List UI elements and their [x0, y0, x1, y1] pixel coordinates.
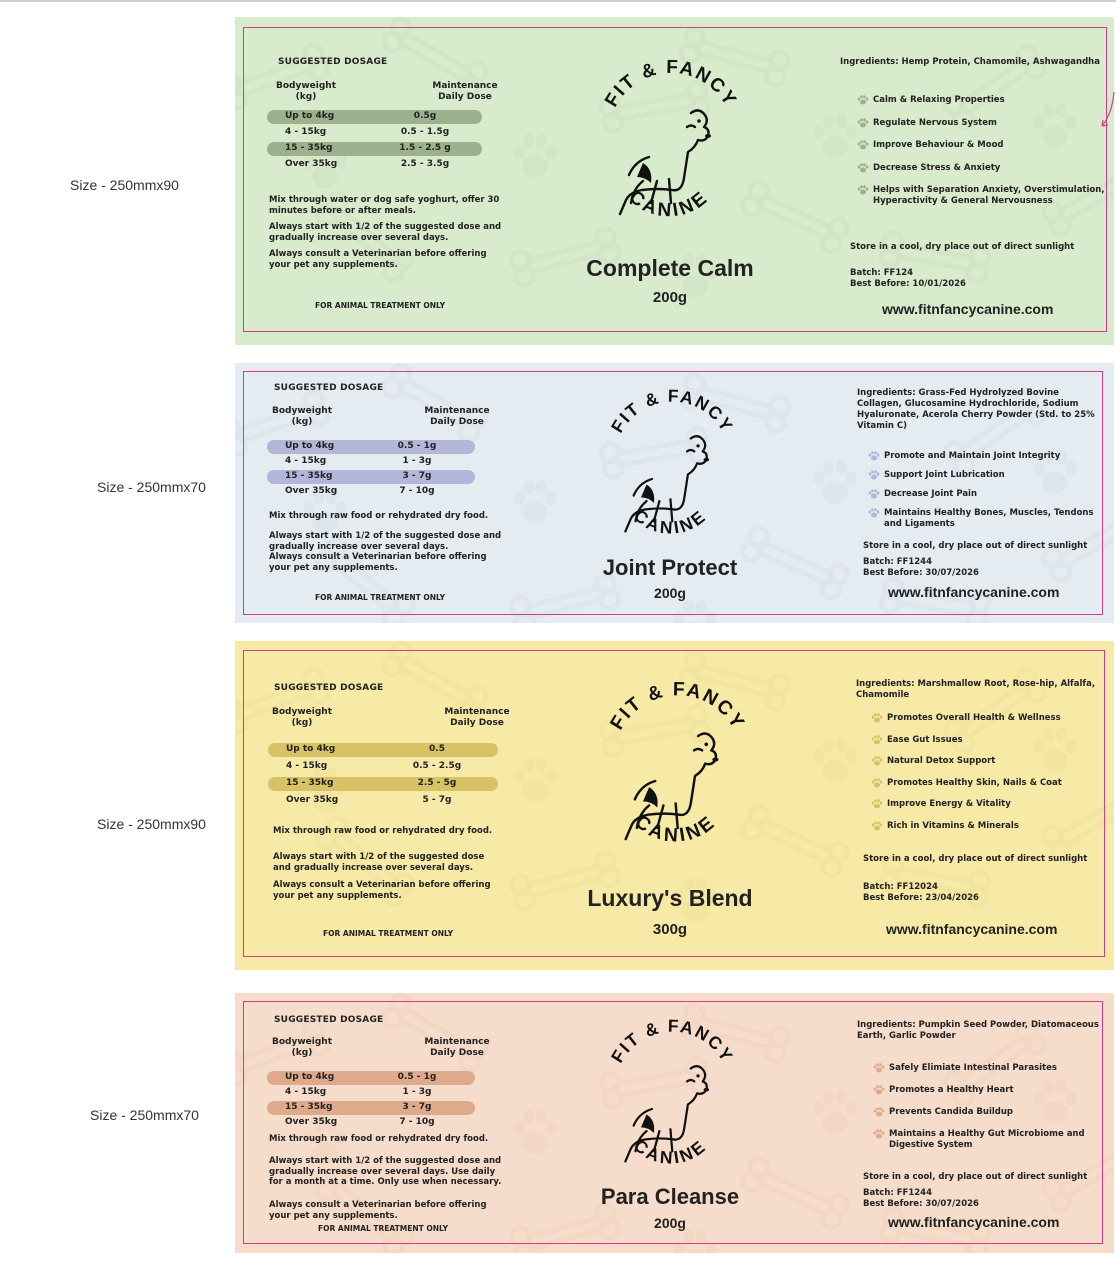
dose-value: 7 - 10g	[399, 1117, 435, 1127]
brand-logo	[592, 679, 755, 856]
benefit-text: Natural Detox Support	[887, 756, 996, 766]
dose-value: 2.5 - 5g	[417, 778, 457, 788]
dosage-row	[267, 1086, 475, 1100]
product-weight: 200g	[652, 289, 688, 306]
dose-value: 0.5g	[413, 111, 437, 121]
usage-note: Always start with 1/2 of the suggested dose and gradually increase over several days.	[273, 852, 485, 873]
dose-header: Maintenance Daily Dose	[444, 707, 510, 728]
brand-name-top: FIT & FANCY	[606, 1017, 738, 1067]
brand-name-top: FIT & FANCY	[606, 387, 738, 437]
dosage-row	[267, 455, 475, 469]
dosage-row	[267, 1101, 475, 1115]
dosage-row	[267, 470, 475, 484]
animal-treatment-note: FOR ANIMAL TREATMENT ONLY	[315, 301, 446, 310]
usage-note: Mix through raw food or rehydrated dry food.	[273, 826, 493, 836]
website-link[interactable]: www.fitnfancycanine.com	[888, 1214, 1060, 1230]
benefit-text: Improve Energy & Vitality	[887, 799, 1011, 809]
ingredients: Ingredients: Marshmallow Root, Rose-hip, Alfalfa, Chamomile	[856, 679, 1096, 700]
bodyweight-value: 4 - 15kg	[285, 127, 327, 137]
pointer-arrow	[1098, 88, 1116, 134]
ingredients: Ingredients: Hemp Protein, Chamomile, Ashwagandha	[840, 57, 1100, 67]
usage-note: Mix through water or dog safe yoghurt, offer 30 minutes before or after meals.	[269, 195, 500, 216]
bodyweight-value: 4 - 15kg	[286, 761, 328, 771]
bodyweight-value: Over 35kg	[285, 159, 338, 169]
brand-name-bottom: CANINE	[630, 1135, 711, 1168]
product-name: Complete Calm	[586, 255, 754, 281]
dose-value: 5 - 7g	[422, 795, 452, 805]
dose-value: 1 - 3g	[402, 1087, 432, 1097]
product-weight: 300g	[652, 921, 688, 938]
dosage-row	[268, 743, 498, 757]
benefit-text: Decrease Stress & Anxiety	[873, 162, 1001, 173]
website-link[interactable]: www.fitnfancycanine.com	[888, 584, 1060, 600]
dose-value: 3 - 7g	[402, 471, 432, 481]
product-label	[235, 17, 1114, 345]
paw-icon	[857, 185, 869, 195]
size-label: Size - 250mmx90	[97, 816, 206, 832]
product-name: Joint Protect	[602, 555, 738, 580]
benefit-text: Maintains a Healthy Gut Microbiome and Digestive System	[889, 1129, 1085, 1150]
brand-name-bottom: CANINE	[630, 505, 711, 538]
usage-note: Mix through raw food or rehydrated dry food.	[269, 511, 489, 521]
bodyweight-header: Bodyweight (kg)	[276, 81, 337, 102]
paw-icon	[873, 1129, 885, 1139]
bodyweight-value: 15 - 35kg	[285, 471, 333, 481]
dosage-row	[268, 777, 498, 791]
website-link[interactable]: www.fitnfancycanine.com	[882, 301, 1054, 317]
bodyweight-value: 15 - 35kg	[285, 1102, 333, 1112]
bodyweight-value: Up to 4kg	[285, 1072, 335, 1082]
dose-header: Maintenance Daily Dose	[424, 406, 490, 427]
bodyweight-header: Bodyweight (kg)	[272, 1037, 333, 1058]
paw-icon	[868, 508, 880, 518]
product-weight: 200g	[654, 1215, 686, 1231]
animal-treatment-note: FOR ANIMAL TREATMENT ONLY	[315, 593, 446, 602]
batch-info: Batch: FF1244 Best Before: 30/07/2026	[863, 557, 979, 578]
product-label	[235, 363, 1114, 623]
bodyweight-value: Up to 4kg	[285, 111, 335, 121]
bodyweight-value: Over 35kg	[285, 486, 338, 496]
bodyweight-value: Over 35kg	[285, 1117, 338, 1127]
dosage-row	[267, 1116, 475, 1130]
size-label: Size - 250mmx70	[90, 1107, 199, 1123]
paw-icon	[871, 799, 883, 809]
bodyweight-value: 4 - 15kg	[285, 456, 327, 466]
bodyweight-value: Up to 4kg	[286, 744, 336, 754]
benefit-text: Promotes Overall Health & Wellness	[887, 713, 1061, 723]
storage-note: Store in a cool, dry place out of direct sunlight	[863, 854, 1088, 864]
brand-logo	[587, 57, 747, 231]
product-label	[235, 641, 1114, 970]
paw-icon	[871, 756, 883, 766]
dose-value: 3 - 7g	[402, 1102, 432, 1112]
dosage-row	[267, 110, 482, 124]
dose-value: 1.5 - 2.5 g	[399, 143, 451, 153]
storage-note: Store in a cool, dry place out of direct sunlight	[850, 242, 1075, 252]
bodyweight-header: Bodyweight (kg)	[272, 707, 333, 728]
bodyweight-value: 15 - 35kg	[285, 143, 333, 153]
paw-icon	[857, 118, 869, 128]
dosage-row	[267, 1071, 475, 1085]
dose-value: 0.5 - 1g	[397, 1072, 437, 1082]
dose-value: 0.5	[429, 744, 445, 754]
bodyweight-value: Up to 4kg	[285, 441, 335, 451]
brand-name-bottom: CANINE	[630, 810, 721, 847]
batch-info: Batch: FF12024 Best Before: 23/04/2026	[863, 882, 979, 903]
product-label	[235, 993, 1114, 1253]
brand-name-top: FIT & FANCY	[601, 57, 741, 111]
bodyweight-header: Bodyweight (kg)	[272, 406, 333, 427]
ingredients: Ingredients: Grass-Fed Hydrolyzed Bovine Collagen, Glucosamine Hydrochloride, Sodium Hyaluronate, Acerola Cherry Powder (Std. to 25% Vitamin C)	[857, 388, 1095, 431]
paw-icon	[873, 1107, 885, 1117]
size-label: Size - 250mmx90	[70, 177, 179, 193]
paw-icon	[868, 489, 880, 499]
brand-logo	[595, 1017, 742, 1177]
brand-name-top: FIT & FANCY	[605, 679, 750, 734]
dosage-row	[267, 126, 482, 140]
product-name: Para Cleanse	[600, 1184, 740, 1209]
product-name: Luxury's Blend	[587, 885, 753, 911]
batch-info: Batch: FF1244 Best Before: 30/07/2026	[863, 1188, 979, 1209]
dosage-row	[268, 794, 498, 808]
benefit-text: Maintains Healthy Bones, Muscles, Tendons and Ligaments	[884, 508, 1094, 529]
dosage-title: SUGGESTED DOSAGE	[278, 57, 388, 67]
dose-value: 0.5 - 2.5g	[412, 761, 462, 771]
batch-info: Batch: FF124 Best Before: 10/01/2026	[850, 268, 966, 289]
benefit-text: Safely Elimiate Intestinal Parasites	[889, 1063, 1057, 1073]
size-label: Size - 250mmx70	[97, 479, 206, 495]
paw-icon	[857, 95, 869, 105]
benefit-text: Calm & Relaxing Properties	[873, 95, 1005, 105]
usage-note: Mix through raw food or rehydrated dry food.	[269, 1134, 489, 1144]
dosage-title: SUGGESTED DOSAGE	[274, 1015, 384, 1025]
animal-treatment-note: FOR ANIMAL TREATMENT ONLY	[323, 929, 454, 938]
benefit-text: Promotes a Healthy Heart	[889, 1085, 1014, 1095]
benefit-text: Regulate Nervous System	[873, 117, 997, 128]
benefit-text: Promotes Healthy Skin, Nails & Coat	[887, 777, 1062, 788]
benefit-text: Decrease Joint Pain	[884, 489, 978, 499]
animal-treatment-note: FOR ANIMAL TREATMENT ONLY	[318, 1224, 449, 1233]
paw-icon	[857, 140, 869, 150]
paw-icon	[871, 778, 883, 788]
ingredients: Ingredients: Pumpkin Seed Powder, Diatomaceous Earth, Garlic Powder	[857, 1020, 1099, 1041]
dose-header: Maintenance Daily Dose	[424, 1037, 490, 1058]
paw-icon	[871, 821, 883, 831]
usage-note: Always consult a Veterinarian before offering your pet any supplements.	[269, 249, 487, 270]
paw-icon	[871, 735, 883, 745]
paw-icon	[873, 1085, 885, 1095]
dosage-title: SUGGESTED DOSAGE	[274, 383, 384, 393]
bodyweight-value: Over 35kg	[286, 795, 339, 805]
benefit-text: Rich in Vitamins & Minerals	[887, 820, 1019, 831]
dosage-row	[268, 760, 498, 774]
dose-value: 1 - 3g	[402, 456, 432, 466]
storage-note: Store in a cool, dry place out of direct sunlight	[863, 541, 1088, 551]
usage-note: Always consult a Veterinarian before offering your pet any supplements.	[269, 552, 487, 573]
storage-note: Store in a cool, dry place out of direct sunlight	[863, 1172, 1088, 1182]
bodyweight-value: 4 - 15kg	[285, 1087, 327, 1097]
dosage-row	[267, 440, 475, 454]
dose-value: 0.5 - 1.5g	[400, 127, 450, 137]
dose-value: 7 - 10g	[399, 486, 435, 496]
benefit-text: Ease Gut Issues	[887, 734, 963, 745]
benefit-text: Support Joint Lubrication	[884, 470, 1005, 480]
brand-name-bottom: CANINE	[624, 186, 714, 222]
benefit-text: Helps with Separation Anxiety, Overstimulation, Hyperactivity & General Nervousness	[873, 185, 1105, 206]
benefit-text: Promote and Maintain Joint Integrity	[884, 451, 1061, 461]
dosage-title: SUGGESTED DOSAGE	[274, 683, 384, 693]
paw-icon	[868, 470, 880, 480]
usage-note: Always start with 1/2 of the suggested dose and gradually increase over several days.	[269, 531, 502, 552]
dosage-row	[267, 158, 482, 172]
dosage-row	[267, 485, 475, 499]
usage-note: Always start with 1/2 of the suggested dose and gradually increase over several days.	[269, 222, 502, 243]
paw-icon	[871, 713, 883, 723]
usage-note: Always start with 1/2 of the suggested dose and gradually increase over several days. Use daily for a month at a time. Only use when necessary.	[269, 1156, 502, 1187]
usage-note: Always consult a Veterinarian before offering your pet any supplements.	[269, 1200, 487, 1221]
dosage-row	[267, 142, 482, 156]
benefit-text: Improve Behaviour & Mood	[873, 140, 1004, 150]
website-link[interactable]: www.fitnfancycanine.com	[886, 921, 1058, 937]
benefit-text: Prevents Candida Buildup	[889, 1107, 1014, 1117]
dose-value: 2.5 - 3.5g	[400, 159, 450, 169]
dose-header: Maintenance Daily Dose	[432, 81, 498, 102]
dose-value: 0.5 - 1g	[397, 441, 437, 451]
paw-icon	[873, 1063, 885, 1073]
bodyweight-value: 15 - 35kg	[286, 778, 334, 788]
paw-icon	[857, 163, 869, 173]
product-weight: 200g	[654, 585, 686, 601]
paw-icon	[868, 451, 880, 461]
brand-logo	[595, 387, 742, 547]
usage-note: Always consult a Veterinarian before offering your pet any supplements.	[273, 880, 491, 901]
top-divider	[0, 0, 1116, 2]
